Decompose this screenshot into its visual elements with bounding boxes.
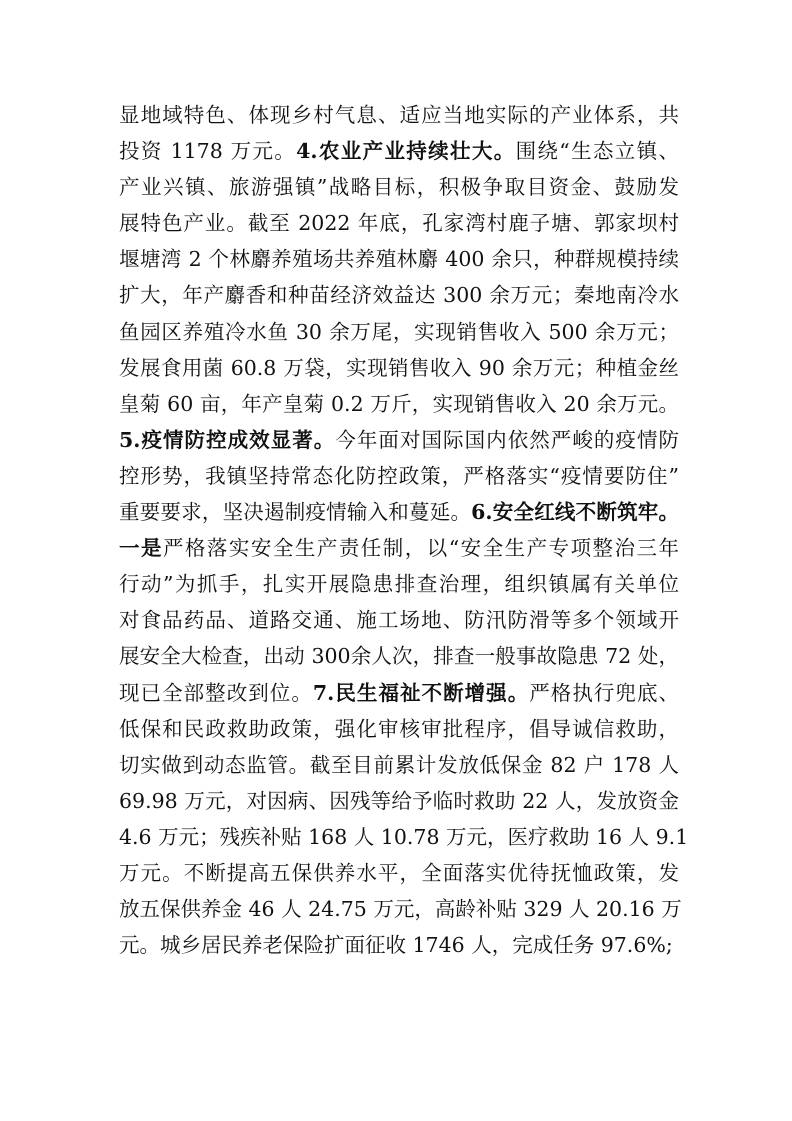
text-segment: 扩大，年产麝香和种苗经济效益达 300 余万元；秦地南冷水: [119, 283, 679, 308]
text-line: [119, 133, 679, 169]
text-segment: 万元。不断提高五保供养水平，全面落实优待抚恤政策，发: [119, 860, 679, 885]
text-segment: 堰塘湾 2 个林麝养殖场共养殖林麝 400 余只，种群规模持续: [119, 247, 679, 272]
bold-heading-segment: 7.民生福祉不断增强。: [312, 680, 530, 705]
text-line: [119, 530, 679, 566]
text-line: [119, 422, 679, 458]
text-line: [119, 891, 682, 927]
text-segment: 严格执行兜底、: [529, 680, 680, 705]
text-segment: 发展食用菌 60.8 万袋，实现销售收入 90 余万元；种植金丝: [119, 355, 679, 380]
text-segment: 围绕“生态立镇、: [515, 139, 679, 164]
text-segment: 今年面对国际国内依然严峻的疫情防: [335, 427, 679, 452]
text-line: [119, 927, 679, 963]
text-segment: 投资 1178 万元。: [119, 139, 297, 164]
text-segment: 69.98 万元，对因病、因残等给予临时救助 22 人，发放资金: [119, 788, 679, 813]
text-segment: 4.6 万元；残疾补贴 168 人 10.78 万元，医疗救助 16 人 9.1: [119, 824, 689, 849]
text-line: [119, 169, 679, 205]
text-segment: 元。城乡居民养老保险扩面征收 1746 人，完成任务 97.6%;: [119, 933, 673, 958]
text-segment: 皇菊 60 亩，年产皇菊 0.2 万斤，实现销售收入 20 余万元。: [119, 391, 679, 416]
text-segment: 现已全部整改到位。: [119, 680, 313, 705]
text-segment: 切实做到动态监管。截至目前累计发放低保金 82 户 178 人: [119, 752, 679, 777]
text-line: [119, 747, 679, 783]
text-line: [119, 855, 679, 891]
text-segment: 严格落实安全生产责任制，以“安全生产专项整治三年: [162, 536, 680, 561]
text-segment: 对食品药品、道路交通、施工场地、防汛防滑等多个领域开: [119, 608, 679, 633]
text-line: [119, 566, 679, 602]
text-segment: 放五保供养金 46 人 24.75 万元，高龄补贴 329 人 20.16 万: [119, 897, 682, 922]
bold-heading-segment: 6.安全红线不断筑牢。: [471, 500, 679, 525]
text-segment: 产业兴镇、旅游强镇”战略目标，积极争取目资金、鼓励发: [119, 175, 679, 200]
bold-heading-segment: 一是: [119, 536, 163, 561]
text-segment: 展安全大检查，出动 300余人次，排查一般事故隐患 72 处，: [119, 644, 679, 669]
text-line: [119, 277, 679, 313]
text-line: [119, 602, 679, 638]
text-line: [119, 97, 679, 133]
text-line: [119, 205, 679, 241]
text-line: [119, 350, 679, 386]
text-segment: 低保和民政救助政策，强化审核审批程序，倡导诚信救助，: [119, 716, 679, 741]
text-segment: 行动”为抓手，扎实开展隐患排查治理，组织镇属有关单位: [119, 572, 679, 597]
text-line: [119, 494, 679, 530]
text-line: [119, 819, 689, 855]
text-segment: 控形势，我镇坚持常态化防控政策，严格落实“疫情要防住”: [119, 463, 679, 488]
text-line: [119, 314, 679, 350]
text-line: [119, 241, 679, 277]
text-segment: 展特色产业。截至 2022 年底，孔家湾村鹿子塘、郭家坝村: [119, 211, 679, 236]
text-line: [119, 675, 679, 711]
text-segment: 重要要求，坚决遏制疫情输入和蔓延。: [119, 500, 472, 525]
body-text: [119, 97, 689, 963]
bold-heading-segment: 4.农业产业持续壮大。: [296, 139, 516, 164]
text-line: [119, 458, 679, 494]
text-line: [119, 711, 679, 747]
text-segment: 鱼园区养殖冷水鱼 30 余万尾，实现销售收入 500 余万元；: [119, 319, 679, 344]
text-line: [119, 783, 679, 819]
bold-heading-segment: 5.疫情防控成效显著。: [119, 427, 336, 452]
text-line: [119, 386, 679, 422]
text-line: [119, 638, 679, 674]
text-segment: 显地域特色、体现乡村气息、适应当地实际的产业体系，共: [119, 103, 679, 127]
